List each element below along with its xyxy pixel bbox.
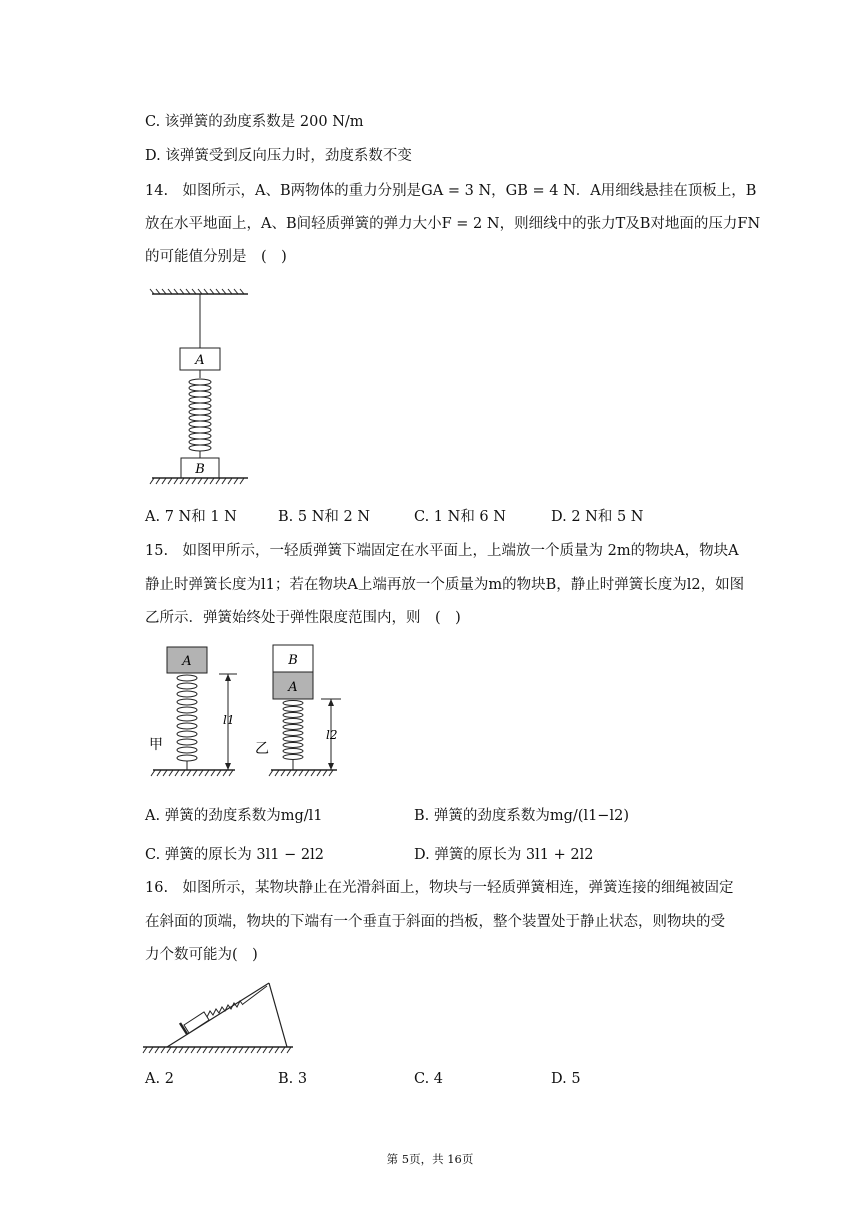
q15-figure [145,643,355,783]
q15-label-jia: 甲 [149,737,163,753]
q13-option-d: D. 该弹簧受到反向压力时，劲度系数不变 [145,148,412,164]
q15-option-a: A. 弹簧的劲度系数为mg/l1 [145,808,323,824]
q14-line-3: 的可能值分别是 ( ) [145,249,287,265]
q13-option-c: C. 该弹簧的劲度系数是 200 N/m [145,114,364,130]
q16-figure [143,977,303,1057]
q14-line-2: 放在水平地面上，A、B间轻质弹簧的弹力大小F = 2 N，则细线中的张力T及B对地面的压力FN [145,216,761,232]
q15-label-l1: l1 [223,713,235,727]
q14-label-a: A [195,353,205,368]
q14-option-c: C. 1 N和 6 N [414,509,506,525]
page-footer: 第 5页，共 16页 [386,1152,474,1166]
q16-line-2: 在斜面的顶端，物块的下端有一个垂直于斜面的挡板，整个装置处于静止状态，则物块的受 [145,914,725,930]
q15-line-2: 静止时弹簧长度为l1；若在物块A上端再放一个质量为m的物块B，静止时弹簧长度为l2，如图 [145,577,745,593]
q14-option-d: D. 2 N和 5 N [551,509,644,525]
q16-line-1: 16. 如图所示，某物块静止在光滑斜面上，物块与一轻质弹簧相连，弹簧连接的细绳被固定 [145,880,734,896]
q14-line-1: 14. 如图所示，A、B两物体的重力分别是GA = 3 N，GB = 4 N．A用细线悬挂在顶板上，B [145,183,757,199]
q15-option-b: B. 弹簧的劲度系数为mg/(l1−l2) [414,808,629,824]
q14-figure [148,288,258,488]
q15-line-1: 15. 如图甲所示，一轻质弹簧下端固定在水平面上，上端放一个质量为 2m的物块A，物块A [145,543,739,559]
q15-label-l2: l2 [326,728,338,742]
q15-label-a2: A [288,680,298,695]
q15-option-c: C. 弹簧的原长为 3l1 − 2l2 [145,847,324,863]
q14-label-b: B [195,462,205,477]
q15-line-3: 乙所示．弹簧始终处于弹性限度范围内，则 ( ) [145,610,461,626]
q15-label-a1: A [182,654,192,669]
q14-option-b: B. 5 N和 2 N [278,509,371,525]
q15-option-d: D. 弹簧的原长为 3l1 + 2l2 [414,847,594,863]
q16-line-3: 力个数可能为( ) [145,947,258,963]
q15-label-b: B [288,653,298,668]
q16-option-c: C. 4 [414,1071,444,1087]
q15-label-yi: 乙 [255,741,269,757]
q16-option-a: A. 2 [145,1071,174,1087]
q16-option-d: D. 5 [551,1071,581,1087]
q16-option-b: B. 3 [278,1071,308,1087]
q14-option-a: A. 7 N和 1 N [145,509,237,525]
